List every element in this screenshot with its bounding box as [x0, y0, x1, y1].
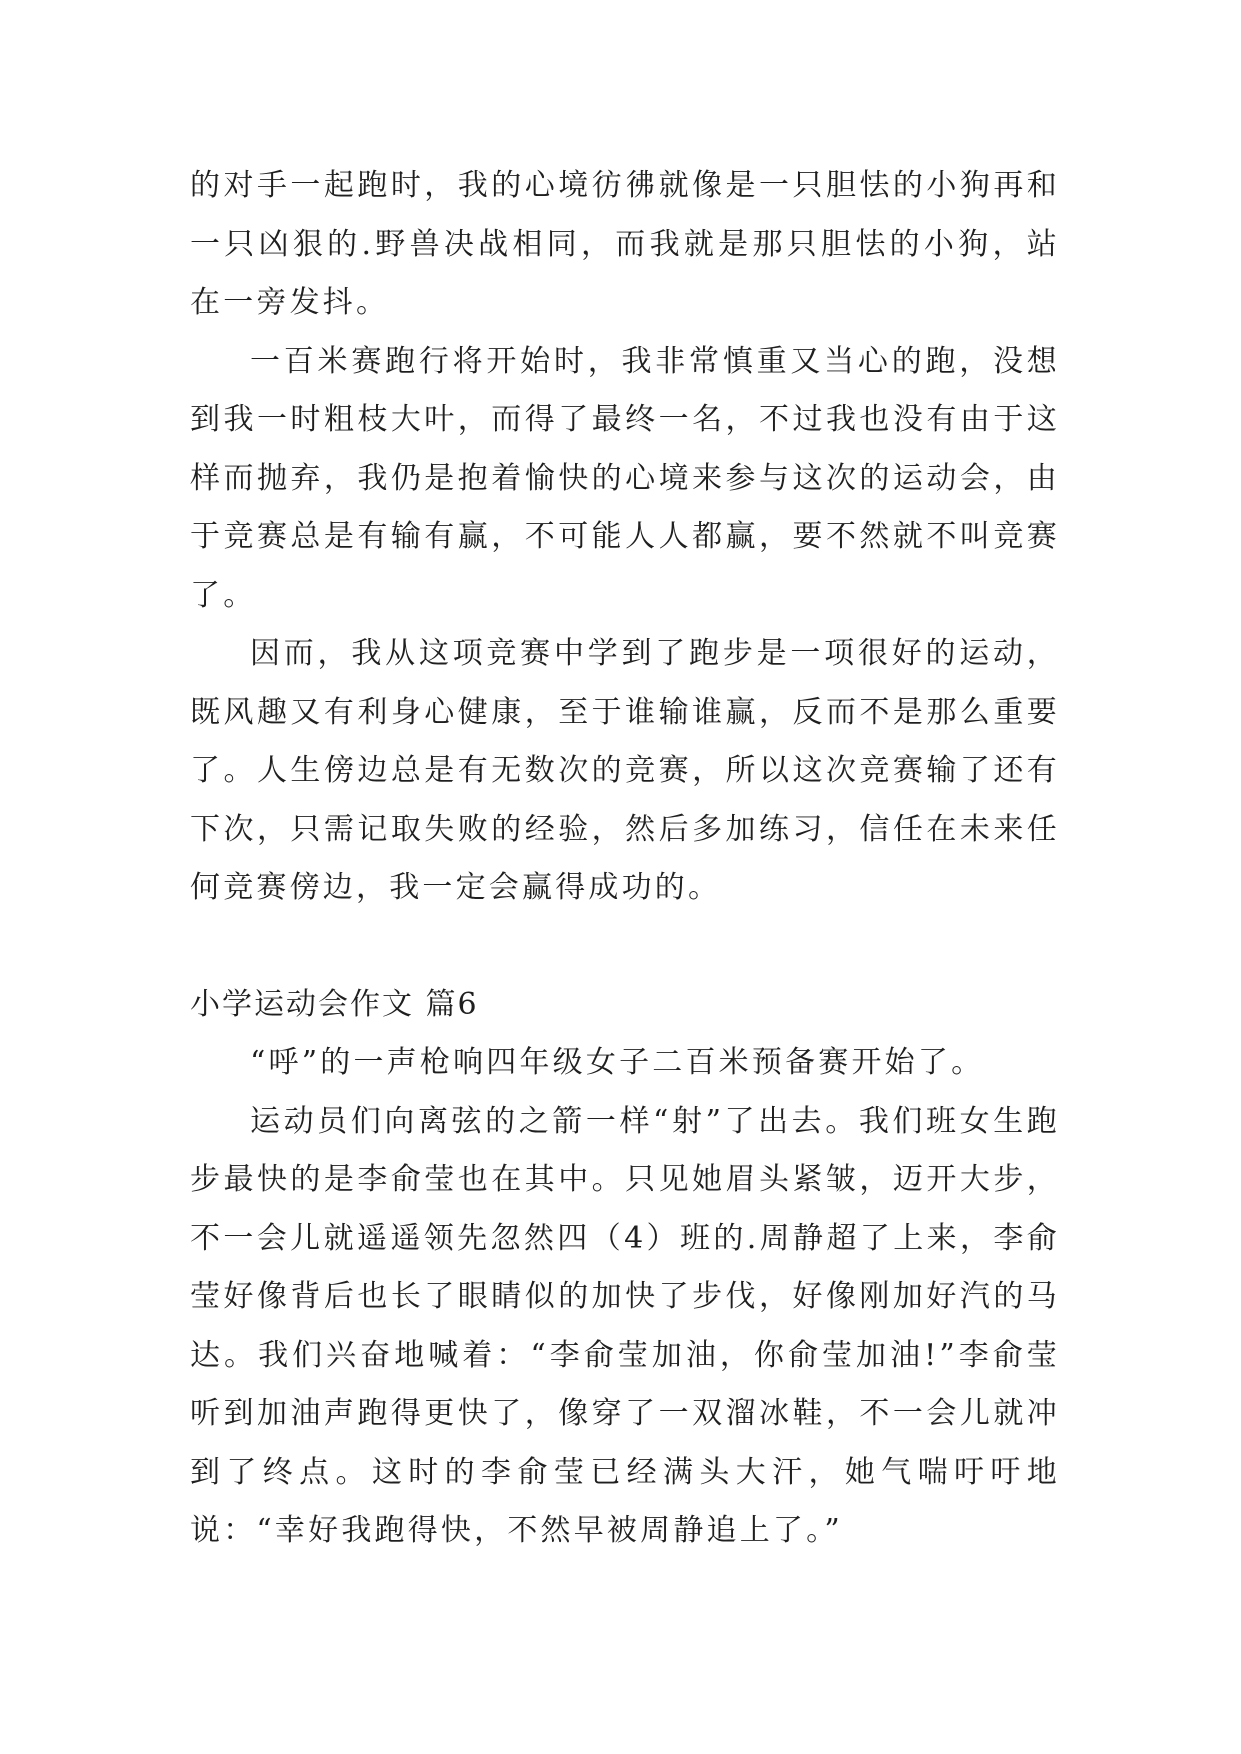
paragraph-5: 运动员们向离弦的之箭一样“射”了出去。我们班女生跑步最快的是李俞莹也在其中。只见她眉头紧皱，迈开大步，不一会儿就遥遥领先忽然四（4）班的.周静超了上来，李俞莹好像背后也长了眼睛似的加快了步伐，好像刚加好汽的马达。我们兴奋地喊着：“李俞莹加油，你俞莹加油!”李俞莹听到加油声跑得更快了，像穿了一双溜冰鞋，不一会儿就冲到了终点。这时的李俞莹已经满头大汗，她气喘吁吁地说：“幸好我跑得快，不然早被周静追上了。” — [190, 1103, 1060, 1548]
section-heading: 小学运动会作文 篇6 — [190, 986, 479, 1022]
paragraph-1: 的对手一起跑时，我的心境彷彿就像是一只胆怯的小狗再和一只凶狠的.野兽决战相同，而我就是那只胆怯的小狗，站在一旁发抖。 — [190, 168, 1060, 320]
section-spacer — [190, 918, 1060, 976]
paragraph-4: “呼”的一声枪响四年级女子二百米预备赛开始了。 — [250, 1045, 985, 1080]
paragraph-3: 因而，我从这项竞赛中学到了跑步是一项很好的运动，既风趣又有利身心健康，至于谁输谁赢，反而不是那么重要了。人生傍边总是有无数次的竞赛，所以这次竞赛输了还有下次，只需记取失败的经验，然后多加练习，信任在未来任何竞赛傍边，我一定会赢得成功的。 — [190, 636, 1060, 905]
paragraph-2: 一百米赛跑行将开始时，我非常慎重又当心的跑，没想到我一时粗枝大叶，而得了最终一名，不过我也没有由于这样而抛弃，我仍是抱着愉快的心境来参与这次的运动会，由于竞赛总是有输有赢，不可能人人都赢，要不然就不叫竞赛了。 — [190, 343, 1060, 613]
document-body — [190, 157, 1060, 1561]
